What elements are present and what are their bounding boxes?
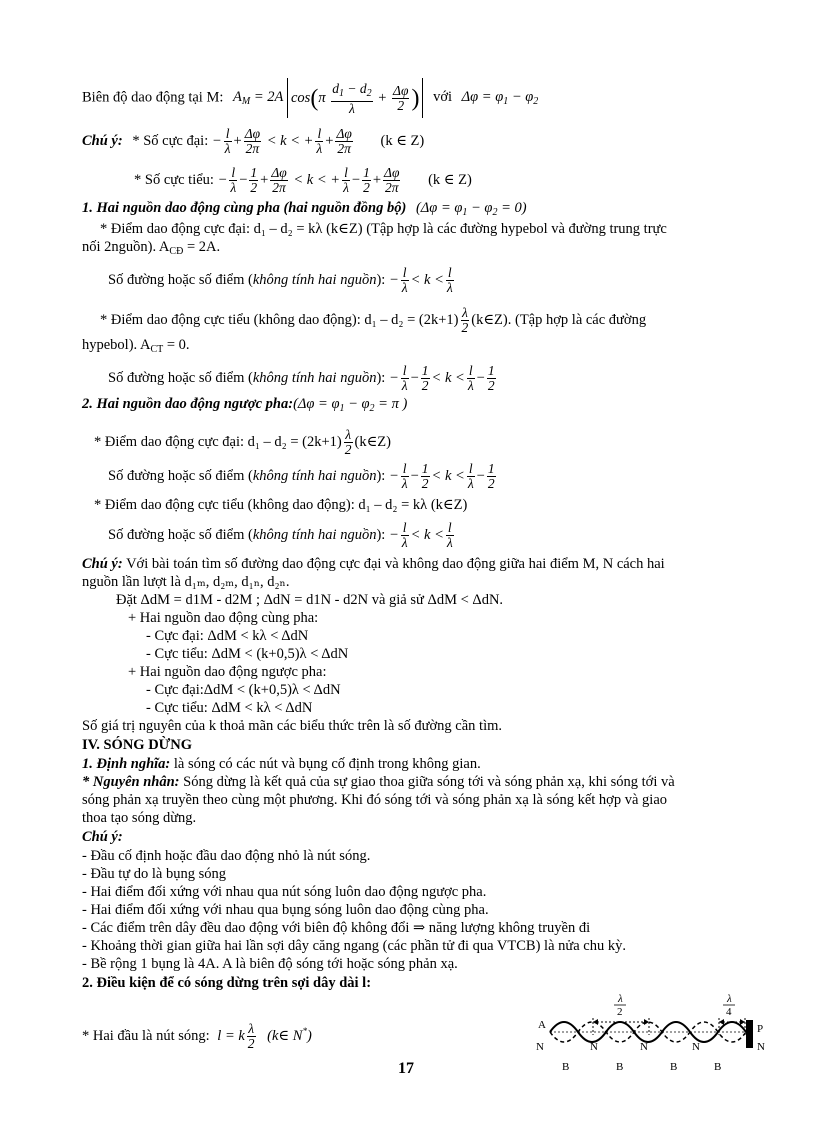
note2-line8: - Cực đại:ΔdM < (k+0,5)λ < ΔdN	[146, 682, 341, 698]
sec2-min-count: Số đường hoặc số điểm (không tính hai nguồn): − $\frac{l}{\lambda}$ < k < $\frac{l}{\lambda}$	[108, 520, 453, 550]
svg-text:λ: λ	[618, 993, 623, 1005]
sec4-note-4: - Các điểm trên dây đều dao động với biên độ không đổi ⇒ năng lượng không truyền đi	[82, 920, 591, 936]
sec4-note-3: - Hai điểm đối xứng với nhau qua bụng sóng luôn dao động cùng pha.	[82, 902, 489, 918]
sec1-min-line2: hypebol). $A_{CT} = 0$.	[82, 337, 190, 355]
sec4-note-label: Chú ý:	[82, 829, 123, 845]
fixed-wall	[746, 1020, 753, 1048]
condition-title: 2. Điều kiện để có sóng dừng trên sợi dây dài l:	[82, 975, 372, 991]
both-nodes-formula: * Hai đầu là nút sóng: l = k $\frac{\lambda}{2}$ (k∈ N*)	[82, 1021, 312, 1051]
note2-line4: + Hai nguồn dao động cùng pha:	[128, 610, 319, 626]
abs-bracket: cos(π $\frac{d_1 - d_2}{\lambda}$ + $\frac{\Delta\varphi}{2}$ )	[287, 78, 423, 118]
sec4-note-5: - Khoảng thời gian giữa hai lần sợi dây căng ngang (các phần tử đi qua VTCB) là nửa chu kỳ.	[82, 938, 626, 954]
min-count-note: * Số cực tiểu: − $\frac{l}{\lambda}$ − $\frac{1}{2}$ + $\frac{\Delta\varphi}{2\pi}$ < k < + $\frac{l}{\lambda}$ − $\frac{1}{2}$ + $\frac{\Delta\varphi}{2\pi}$ (k ∈ Z)	[134, 165, 472, 195]
node-0: N	[536, 1041, 544, 1053]
note2-line6: - Cực tiểu: ΔdM < (k+0,5)λ < ΔdN	[146, 646, 349, 662]
svg-text:2: 2	[617, 1006, 623, 1018]
quarter-wavelength-label	[719, 993, 745, 1035]
note-label: Chú ý:	[82, 132, 123, 149]
half-wavelength-label	[593, 993, 649, 1035]
antinode-0: B	[562, 1061, 570, 1073]
sec2-min-line: * Điểm dao động cực tiểu (không dao động): d₁ – d₂ = kλ (k∈Z)	[94, 497, 468, 513]
note2-line2: nguồn lần lượt là d₁ₘ, d₂ₘ, d₁ₙ, d₂ₙ.	[82, 574, 290, 590]
min-count-label: * Số cực tiểu:	[134, 171, 214, 188]
cause-line1: * Nguyên nhân: Sóng dừng là kết quả của sự giao thoa giữa sóng tới và sóng phản xạ, khi sóng tới và	[82, 774, 675, 790]
sec1-max-count: Số đường hoặc số điểm (không tính hai nguồn): − $\frac{l}{\lambda}$ < k < $\frac{l}{\lambda}$	[108, 265, 453, 295]
sec1-min-count: Số đường hoặc số điểm (không tính hai nguồn): − $\frac{l}{\lambda}$ − $\frac{1}{2}$ < k < $\frac{l}{\lambda}$ − $\frac{1}{2}$	[108, 363, 495, 393]
sec4-note-2: - Hai điểm đối xứng với nhau qua nút sóng luôn dao động ngược pha.	[82, 884, 487, 900]
definition-line: 1. Định nghĩa: là sóng có các nút và bụng cố định trong không gian.	[82, 756, 481, 772]
amplitude-label: Biên độ dao động tại M:	[82, 89, 224, 106]
sec4-note-0: - Đầu cố định hoặc đầu dao động nhỏ là nút sóng.	[82, 848, 371, 864]
cause-line2: sóng phản xạ truyền theo cùng một phương. Khi đó sóng tới và sóng phản xạ là sóng kết hợp và giao	[82, 792, 667, 808]
amplitude-formula: Biên độ dao động tại M: $A_M = 2A$ cos(π $\frac{d_1 - d_2}{\lambda}$ + $\frac{\Delta\varphi}{2}$ ) với $\Delta\varphi = \varphi_1 - \varphi_2$	[82, 78, 538, 118]
label-P: P	[757, 1023, 764, 1035]
node-3: N	[692, 1041, 700, 1053]
svg-text:4: 4	[726, 1006, 732, 1018]
note2-line7: + Hai nguồn dao động ngược pha:	[128, 664, 327, 680]
label-A: A	[538, 1019, 546, 1031]
note2-line3: Đặt ΔdM = d1M - d2M ; ΔdN = d1N - d2N và giả sử ΔdM < ΔdN.	[116, 592, 504, 608]
with-word: với	[433, 89, 453, 106]
note2-line1: Chú ý: Với bài toán tìm số đường dao động cực đại và không dao động giữa hai điểm M, N cách hai	[82, 556, 665, 572]
node-4: N	[757, 1041, 765, 1053]
sec2-max-line: * Điểm dao động cực đại: d₁ – d₂ = (2k+1) $\frac{\lambda}{2}$ (k∈Z)	[94, 427, 391, 457]
section2-title: 2. Hai nguồn dao động ngược pha:(Δφ = $\varphi_1 - \varphi_2 = \pi$ )	[82, 396, 408, 414]
node-1: N	[590, 1041, 598, 1053]
svg-text:λ: λ	[727, 993, 732, 1005]
sec4-note-1: - Đầu tự do là bụng sóng	[82, 866, 226, 882]
antinode-2: B	[670, 1061, 678, 1073]
section4-title: IV. SÓNG DỪNG	[82, 737, 192, 753]
note2-line10: Số giá trị nguyên của k thoả mãn các biểu thức trên là số đường cần tìm.	[82, 718, 503, 734]
antinode-1: B	[616, 1061, 624, 1073]
section1-title: 1. Hai nguồn dao động cùng pha (hai nguồn đồng bộ) $(\Delta\varphi = \varphi_1 - \varphi_2 = 0)$	[82, 200, 527, 218]
sec2-max-count: Số đường hoặc số điểm (không tính hai nguồn): − $\frac{l}{\lambda}$ − $\frac{1}{2}$ < k < $\frac{l}{\lambda}$ − $\frac{1}{2}$	[108, 461, 495, 491]
max-count-note: Chú ý: * Số cực đại: − $\frac{l}{\lambda}$ + $\frac{\Delta\varphi}{2\pi}$ < k < + $\frac{l}{\lambda}$ + $\frac{\Delta\varphi}{2\pi}$ (k ∈ Z)	[82, 126, 425, 156]
note2-line9: - Cực tiểu: ΔdM < kλ < ΔdN	[146, 700, 313, 716]
k-in-z-2: (k ∈ Z)	[428, 171, 472, 188]
node-2: N	[640, 1041, 648, 1053]
max-count-label: * Số cực đại:	[132, 132, 209, 149]
antinode-3: B	[714, 1061, 722, 1073]
sec4-note-6: - Bề rộng 1 bụng là 4A. A là biên độ sóng tới hoặc sóng phản xạ.	[82, 956, 458, 972]
note2-line5: - Cực đại: ΔdM < kλ < ΔdN	[146, 628, 309, 644]
sec1-min-line1: * Điểm dao động cực tiểu (không dao động): d₁ – d₂ = (2k+1) $\frac{\lambda}{2}$ (k∈Z). (Tập hợp là các đường	[100, 305, 647, 335]
cause-line3: thoa tạo sóng dừng.	[82, 810, 197, 826]
standing-wave-diagram	[530, 990, 775, 1075]
page-number: 17	[398, 1060, 414, 1077]
sec1-max-line2: nối 2nguồn). $A_{CĐ} = 2A$.	[82, 239, 221, 257]
k-in-z: (k ∈ Z)	[380, 132, 425, 149]
sec1-max-line1: * Điểm dao động cực đại: d₁ – d₂ = kλ (k∈Z) (Tập hợp là các đường hypebol và đường trung trực	[100, 221, 667, 237]
